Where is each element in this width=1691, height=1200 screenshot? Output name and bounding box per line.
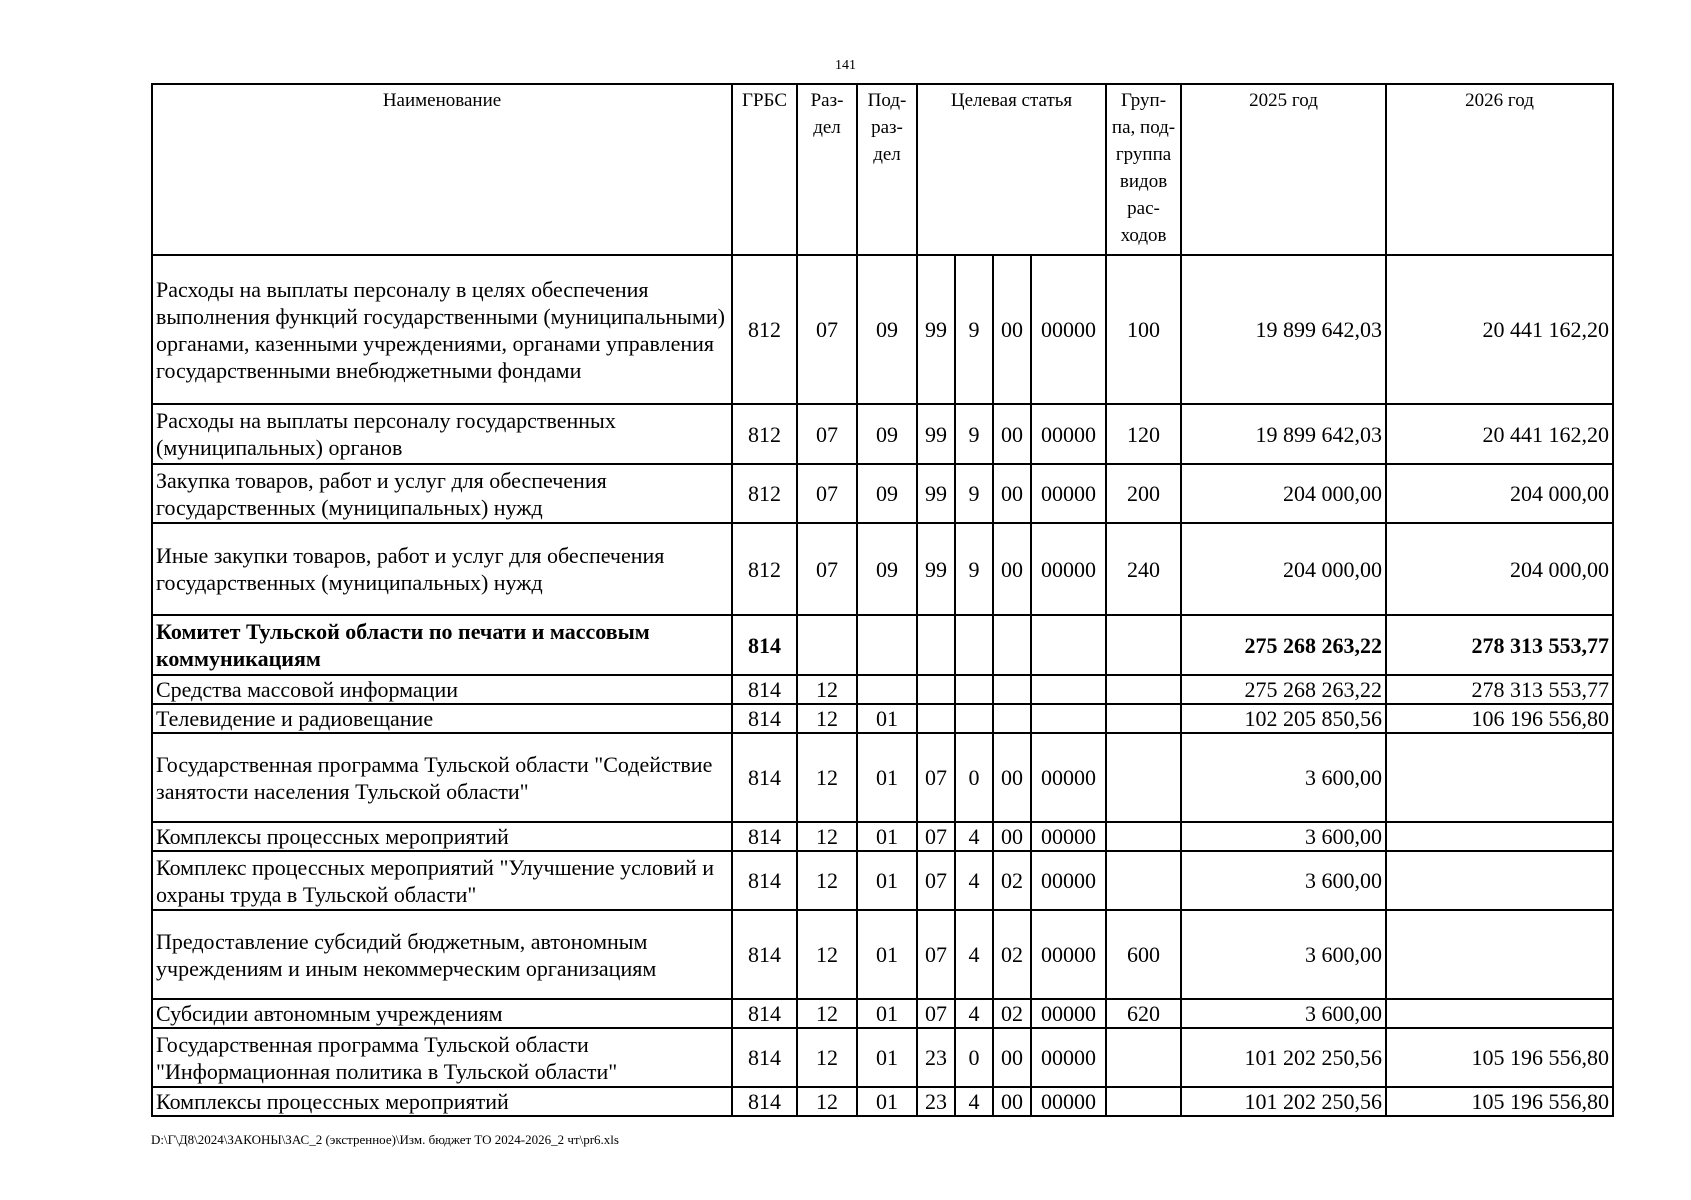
- row-target-subprogram: 00: [993, 523, 1031, 615]
- row-target-direction: [1031, 615, 1106, 675]
- row-podrazdel: 09: [857, 523, 917, 615]
- row-grbs: 814: [732, 615, 797, 675]
- row-target-type: 9: [955, 404, 993, 464]
- row-name: Государственная программа Тульской области "Содействие занятости населения Тульской области": [152, 733, 732, 822]
- file-path-footer: D:\Г\Д8\2024\ЗАКОНЫ\ЗАС_2 (экстренное)\Изм. бюджет ТО 2024-2026_2 чт\pr6.xls: [151, 1132, 619, 1147]
- row-razdel: 12: [797, 1087, 857, 1116]
- row-amount-2026: 106 196 556,80: [1386, 704, 1613, 733]
- row-amount-2026: 278 313 553,77: [1386, 675, 1613, 704]
- table-row: [152, 999, 1613, 1028]
- row-name: Средства массовой информации: [152, 675, 732, 704]
- row-amount-2025: 3 600,00: [1181, 851, 1386, 910]
- row-amount-2026: 278 313 553,77: [1386, 615, 1613, 675]
- row-podrazdel: 01: [857, 851, 917, 910]
- row-target-program: 07: [917, 999, 955, 1028]
- row-target-type: [955, 615, 993, 675]
- row-podrazdel: 01: [857, 822, 917, 851]
- row-amount-2025: 275 268 263,22: [1181, 675, 1386, 704]
- row-target-subprogram: 02: [993, 851, 1031, 910]
- row-target-direction: [1031, 704, 1106, 733]
- row-target-direction: 00000: [1031, 999, 1106, 1028]
- row-razdel: 12: [797, 704, 857, 733]
- table-row: [152, 733, 1613, 822]
- row-expense-group: [1106, 1087, 1181, 1116]
- header-name: Наименование: [152, 84, 732, 255]
- table-row: [152, 615, 1613, 675]
- row-amount-2026: [1386, 822, 1613, 851]
- row-podrazdel: 01: [857, 910, 917, 999]
- row-target-program: 99: [917, 404, 955, 464]
- row-podrazdel: 01: [857, 1087, 917, 1116]
- row-grbs: 814: [732, 1087, 797, 1116]
- row-razdel: 12: [797, 910, 857, 999]
- table-body: [152, 255, 1613, 1116]
- row-target-direction: 00000: [1031, 822, 1106, 851]
- row-amount-2025: 204 000,00: [1181, 464, 1386, 523]
- row-razdel: 12: [797, 733, 857, 822]
- row-razdel: 12: [797, 999, 857, 1028]
- row-amount-2026: [1386, 851, 1613, 910]
- row-podrazdel: 09: [857, 464, 917, 523]
- row-podrazdel: 01: [857, 733, 917, 822]
- row-podrazdel: 01: [857, 1028, 917, 1087]
- row-target-program: 99: [917, 523, 955, 615]
- row-amount-2026: 204 000,00: [1386, 464, 1613, 523]
- table-row: [152, 675, 1613, 704]
- row-podrazdel: 01: [857, 704, 917, 733]
- row-target-program: 23: [917, 1087, 955, 1116]
- row-target-program: [917, 704, 955, 733]
- header-expense-group: Груп- па, под- группа видов рас- ходов: [1106, 84, 1181, 255]
- row-target-subprogram: 00: [993, 1028, 1031, 1087]
- row-target-subprogram: 00: [993, 464, 1031, 523]
- header-razdel: Раз- дел: [797, 84, 857, 255]
- row-podrazdel: [857, 675, 917, 704]
- row-grbs: 812: [732, 523, 797, 615]
- row-target-type: 4: [955, 910, 993, 999]
- row-grbs: 814: [732, 999, 797, 1028]
- row-amount-2025: 204 000,00: [1181, 523, 1386, 615]
- row-grbs: 814: [732, 910, 797, 999]
- row-target-type: [955, 675, 993, 704]
- row-target-program: 07: [917, 733, 955, 822]
- row-expense-group: 620: [1106, 999, 1181, 1028]
- row-razdel: 07: [797, 404, 857, 464]
- row-amount-2025: 3 600,00: [1181, 822, 1386, 851]
- row-target-subprogram: [993, 675, 1031, 704]
- row-name: Государственная программа Тульской области "Информационная политика в Тульской области": [152, 1028, 732, 1087]
- table-row: [152, 255, 1613, 404]
- row-razdel: 12: [797, 675, 857, 704]
- row-target-subprogram: 00: [993, 822, 1031, 851]
- row-target-direction: 00000: [1031, 1087, 1106, 1116]
- row-name: Субсидии автономным учреждениям: [152, 999, 732, 1028]
- row-target-direction: 00000: [1031, 910, 1106, 999]
- row-podrazdel: 01: [857, 999, 917, 1028]
- page-number: 141: [835, 58, 856, 73]
- row-amount-2026: 20 441 162,20: [1386, 255, 1613, 404]
- row-grbs: 814: [732, 733, 797, 822]
- row-amount-2025: 3 600,00: [1181, 999, 1386, 1028]
- row-amount-2025: 102 205 850,56: [1181, 704, 1386, 733]
- row-target-program: 07: [917, 822, 955, 851]
- row-amount-2025: 19 899 642,03: [1181, 404, 1386, 464]
- row-amount-2025: 3 600,00: [1181, 733, 1386, 822]
- row-target-type: 9: [955, 255, 993, 404]
- header-grbs: ГРБС: [732, 84, 797, 255]
- row-amount-2026: 204 000,00: [1386, 523, 1613, 615]
- row-target-program: 23: [917, 1028, 955, 1087]
- row-podrazdel: 09: [857, 255, 917, 404]
- row-target-type: 4: [955, 822, 993, 851]
- row-grbs: 814: [732, 851, 797, 910]
- row-target-direction: 00000: [1031, 404, 1106, 464]
- row-expense-group: 100: [1106, 255, 1181, 404]
- row-target-program: 99: [917, 255, 955, 404]
- row-expense-group: 600: [1106, 910, 1181, 999]
- row-target-type: 0: [955, 733, 993, 822]
- row-target-direction: 00000: [1031, 464, 1106, 523]
- row-grbs: 814: [732, 704, 797, 733]
- header-podrazdel: Под- раз- дел: [857, 84, 917, 255]
- row-name: Телевидение и радиовещание: [152, 704, 732, 733]
- row-target-program: [917, 675, 955, 704]
- row-target-program: 99: [917, 464, 955, 523]
- row-target-subprogram: [993, 704, 1031, 733]
- row-target-subprogram: 00: [993, 1087, 1031, 1116]
- row-target-direction: 00000: [1031, 255, 1106, 404]
- row-target-subprogram: 00: [993, 255, 1031, 404]
- table-header-row: [152, 84, 1613, 255]
- row-expense-group: [1106, 733, 1181, 822]
- row-amount-2026: [1386, 733, 1613, 822]
- row-amount-2026: 105 196 556,80: [1386, 1087, 1613, 1116]
- row-expense-group: [1106, 851, 1181, 910]
- table-row: [152, 910, 1613, 999]
- row-name: Комплексы процессных мероприятий: [152, 822, 732, 851]
- row-target-subprogram: 00: [993, 733, 1031, 822]
- row-target-program: 07: [917, 910, 955, 999]
- table-row: [152, 1028, 1613, 1087]
- row-target-type: 4: [955, 999, 993, 1028]
- row-expense-group: [1106, 822, 1181, 851]
- row-grbs: 814: [732, 675, 797, 704]
- row-name: Комплексы процессных мероприятий: [152, 1087, 732, 1116]
- row-target-direction: 00000: [1031, 851, 1106, 910]
- row-target-subprogram: [993, 615, 1031, 675]
- table-row: [152, 523, 1613, 615]
- row-target-type: 4: [955, 1087, 993, 1116]
- row-target-direction: 00000: [1031, 733, 1106, 822]
- row-target-subprogram: 02: [993, 910, 1031, 999]
- row-podrazdel: 09: [857, 404, 917, 464]
- row-grbs: 814: [732, 822, 797, 851]
- budget-table: [151, 83, 1614, 1117]
- row-expense-group: 200: [1106, 464, 1181, 523]
- row-razdel: 12: [797, 1028, 857, 1087]
- row-podrazdel: [857, 615, 917, 675]
- row-name: Закупка товаров, работ и услуг для обеспечения государственных (муниципальных) нужд: [152, 464, 732, 523]
- row-razdel: [797, 615, 857, 675]
- row-expense-group: [1106, 615, 1181, 675]
- row-name: Комплекс процессных мероприятий "Улучшение условий и охраны труда в Тульской области": [152, 851, 732, 910]
- row-amount-2025: 101 202 250,56: [1181, 1087, 1386, 1116]
- row-amount-2026: 20 441 162,20: [1386, 404, 1613, 464]
- row-name: Иные закупки товаров, работ и услуг для обеспечения государственных (муниципальных) нужд: [152, 523, 732, 615]
- row-expense-group: [1106, 1028, 1181, 1087]
- row-grbs: 814: [732, 1028, 797, 1087]
- row-amount-2025: 3 600,00: [1181, 910, 1386, 999]
- row-expense-group: 240: [1106, 523, 1181, 615]
- row-razdel: 07: [797, 464, 857, 523]
- row-expense-group: [1106, 675, 1181, 704]
- row-grbs: 812: [732, 404, 797, 464]
- row-amount-2026: [1386, 999, 1613, 1028]
- row-target-direction: 00000: [1031, 1028, 1106, 1087]
- row-expense-group: 120: [1106, 404, 1181, 464]
- table-row: [152, 822, 1613, 851]
- header-year-2026: 2026 год: [1386, 84, 1613, 255]
- row-grbs: 812: [732, 464, 797, 523]
- row-expense-group: [1106, 704, 1181, 733]
- row-target-type: 4: [955, 851, 993, 910]
- row-amount-2025: 19 899 642,03: [1181, 255, 1386, 404]
- row-target-direction: 00000: [1031, 523, 1106, 615]
- row-target-type: 0: [955, 1028, 993, 1087]
- row-razdel: 07: [797, 255, 857, 404]
- row-target-program: [917, 615, 955, 675]
- row-grbs: 812: [732, 255, 797, 404]
- row-amount-2026: 105 196 556,80: [1386, 1028, 1613, 1087]
- table-row: [152, 1087, 1613, 1116]
- row-name: Предоставление субсидий бюджетным, автономным учреждениям и иным некоммерческим организациям: [152, 910, 732, 999]
- row-target-program: 07: [917, 851, 955, 910]
- row-target-type: 9: [955, 523, 993, 615]
- row-razdel: 12: [797, 822, 857, 851]
- table-row: [152, 464, 1613, 523]
- table-row: [152, 704, 1613, 733]
- row-razdel: 12: [797, 851, 857, 910]
- table-row: [152, 851, 1613, 910]
- row-amount-2026: [1386, 910, 1613, 999]
- row-amount-2025: 101 202 250,56: [1181, 1028, 1386, 1087]
- row-target-direction: [1031, 675, 1106, 704]
- table-row: [152, 404, 1613, 464]
- row-target-subprogram: 02: [993, 999, 1031, 1028]
- row-target-type: [955, 704, 993, 733]
- row-razdel: 07: [797, 523, 857, 615]
- row-name: Расходы на выплаты персоналу в целях обеспечения выполнения функций государственными (муниципальными) органами, казенными учреждениями, органами управления государственными внебюджетными фондами: [152, 255, 732, 404]
- row-amount-2025: 275 268 263,22: [1181, 615, 1386, 675]
- row-name: Комитет Тульской области по печати и массовым коммуникациям: [152, 615, 732, 675]
- row-name: Расходы на выплаты персоналу государственных (муниципальных) органов: [152, 404, 732, 464]
- row-target-subprogram: 00: [993, 404, 1031, 464]
- header-year-2025: 2025 год: [1181, 84, 1386, 255]
- row-target-type: 9: [955, 464, 993, 523]
- header-target-article: Целевая статья: [917, 84, 1106, 255]
